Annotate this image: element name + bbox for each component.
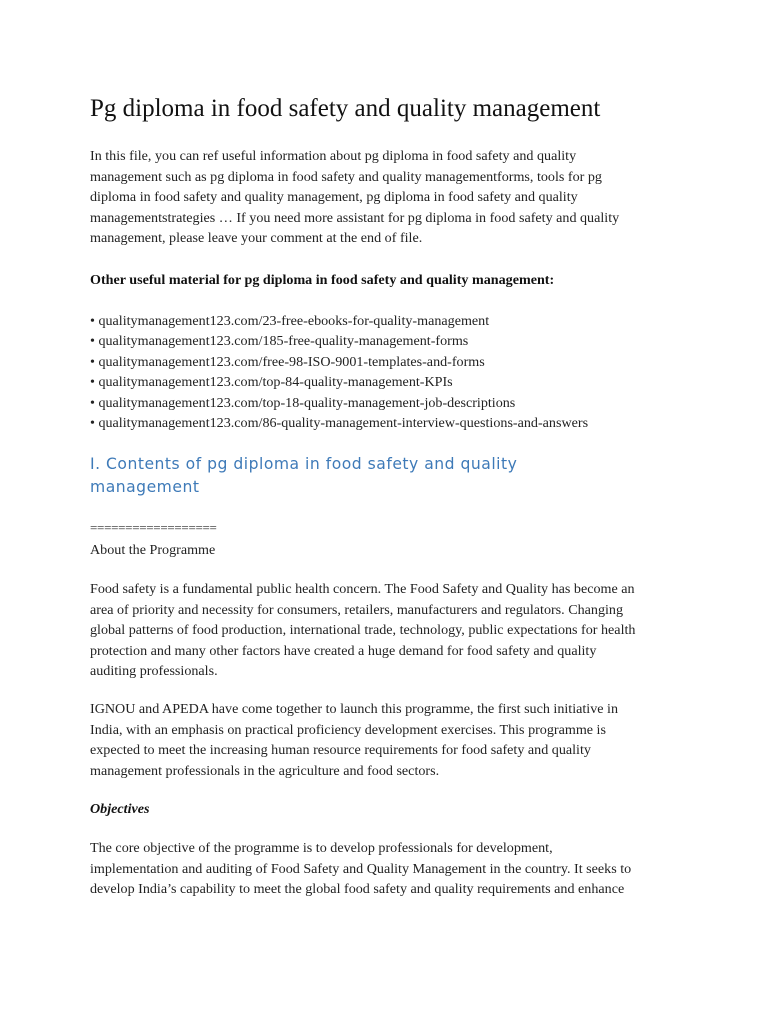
intro-line: management, please leave your comment at the end of file. [90,230,423,246]
paragraph-line: Food safety is a fundamental public health concern. The Food Safety and Quality has become an [90,581,635,597]
useful-link-item[interactable]: • qualitymanagement123.com/top-18-quality-management-job-descriptions [90,394,516,411]
paragraph-line: implementation and auditing of Food Safety and Quality Management in the country. It seeks to [90,860,632,877]
intro-line: managementstrategies … If you need more assistant for pg diploma in food safety and quality [90,209,620,226]
paragraph-line: India, with an emphasis on practical proficiency development exercises. This programme is [90,721,606,738]
objectives-heading: Objectives [90,801,150,817]
document-title: Pg diploma in food safety and quality management [90,95,601,122]
about-programme-label: About the Programme [90,542,216,558]
section-heading-line: management [90,478,200,496]
other-material-heading: Other useful material for pg diploma in food safety and quality management: [90,272,555,288]
section-heading-contents [90,453,610,499]
useful-link-item[interactable]: • qualitymanagement123.com/185-free-quality-management-forms [90,333,469,350]
paragraph-line: expected to meet the increasing human resource requirements for food safety and quality [90,742,591,758]
objectives-paragraph [90,838,631,900]
paragraph-line: global patterns of food production, international trade, technology, public expectations for health [90,622,636,638]
paragraph-line: The core objective of the programme is to develop professionals for development, [90,840,553,856]
useful-link-item[interactable]: • qualitymanagement123.com/23-free-ebooks-for-quality-management [90,313,490,329]
separator-line: ================== [90,520,217,535]
useful-link-item[interactable]: • qualitymanagement123.com/free-98-ISO-9001-templates-and-forms [90,353,485,370]
section-heading-line: I. Contents of pg diploma in food safety and quality [90,455,518,473]
paragraph-line: area of priority and necessity for consumers, retailers, manufacturers and regulators. Changing [90,601,624,618]
ignou-apeda-paragraph [90,699,618,781]
useful-link-item[interactable]: • qualitymanagement123.com/top-84-quality-management-KPIs [90,374,453,391]
useful-link-item[interactable]: • qualitymanagement123.com/86-quality-management-interview-questions-and-answers [90,415,589,432]
useful-links-list [90,311,588,433]
intro-paragraph [90,146,619,249]
paragraph-line: develop India’s capability to meet the global food safety and quality requirements and enhance [90,881,625,897]
food-safety-paragraph [90,579,635,682]
paragraph-line: auditing professionals. [90,663,218,679]
intro-line: In this file, you can ref useful information about pg diploma in food safety and quality [90,148,577,164]
intro-line: diploma in food safety and quality management, pg diploma in food safety and quality [90,189,578,205]
intro-line: management such as pg diploma in food safety and quality managementforms, tools for pg [90,168,602,185]
paragraph-line: management professionals in the agriculture and food sectors. [90,762,440,779]
paragraph-line: IGNOU and APEDA have come together to launch this programme, the first such initiative in [90,701,619,717]
paragraph-line: protection and many other factors have created a huge demand for food safety and quality [90,642,597,659]
